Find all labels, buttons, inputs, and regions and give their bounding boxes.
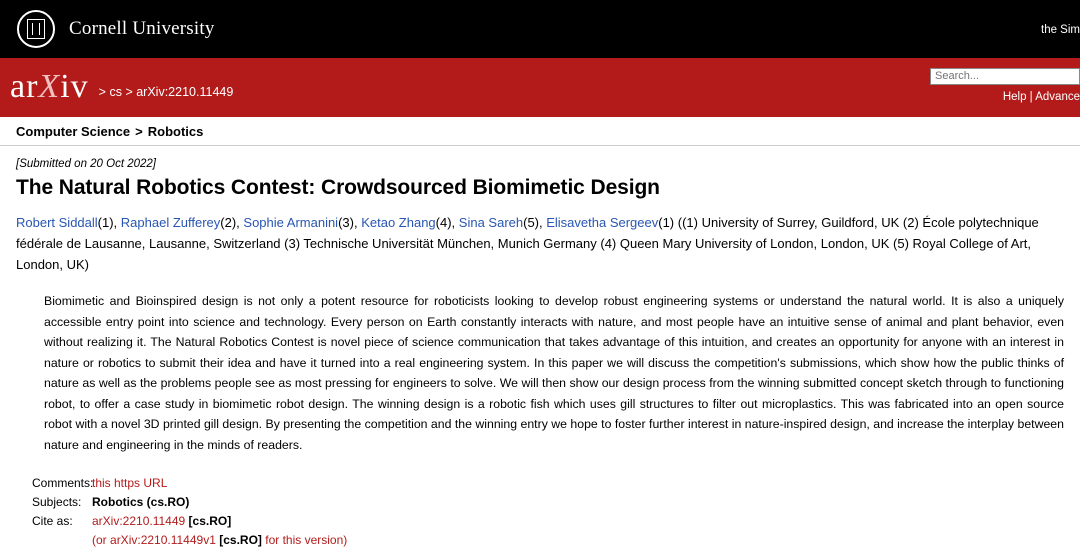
arxiv-logo-x: X [38,67,61,105]
author-marker: (1) [658,215,675,230]
search-help-links [930,91,1080,103]
author-link[interactable]: Raphael Zufferey [120,215,221,230]
cornell-seal-icon[interactable] [17,10,55,48]
metadata-row-cite [32,513,1064,530]
author-link[interactable]: Robert Siddall [16,215,98,230]
subject-separator: > [135,123,143,139]
cite-value [92,513,231,530]
metadata-row-cite-version [32,532,1064,549]
breadcrumb-link-cs[interactable]: cs [109,84,122,99]
author-link[interactable]: Elisavetha Sergeev [546,215,659,230]
search-input[interactable] [930,68,1080,85]
author-marker: (5), [523,215,543,230]
arxiv-header [0,58,1080,117]
breadcrumb-separator-1: > [98,84,106,99]
author-link[interactable]: Sina Sareh [458,215,524,230]
author-affiliations: ((1) University of Surrey, Guildford, UK (2) École polytechnique fédérale de Lausanne, Lausanne, Switzerland (3) Technische Universität München, Munich Germany (4) Queen Mary University of London, London, UK (5) Royal College of Art, London, UK) [16,215,1039,272]
submission-date: [Submitted on 20 Oct 2022] [16,158,157,170]
links-separator: | [1029,90,1033,103]
comments-value [92,475,167,492]
cornell-header [0,0,1080,58]
search-area [930,66,1080,103]
subject-secondary-link[interactable]: Robotics [147,123,204,139]
breadcrumb [99,77,234,99]
page-title: The Natural Robotics Contest: Crowdsourced Biomimetic Design [16,176,660,199]
cite-version-class: [cs.RO] [219,533,262,547]
advanced-search-link[interactable]: Advance [1035,90,1080,103]
abstract-text: Biomimetic and Bioinspired design is not only a potent resource for roboticists looking to develop robust engineering systems or understand the natural world. It is also a uniquely accessible entry point into science and technology. Every person on Earth constantly interacts with nature, and most people have an intuitive sense of animal and plant behavior, even without realizing it. The Natural Robotics Contest is novel piece of science communication that takes advantage of this intuition, and creates an opportunity for anyone with an interest in nature or robotics to submit their idea and have it turned into a real engineering system. In this paper we will discuss the competition's submissions, which show how the public thinks of nature as well as the problems people see as most pressing for engineers to solve. We will then show our design process from the winning submitted concept sketch through to functioning robot, to offer a case study in biomimetic robot design. The winning design is a robotic fish which uses gill structures to filter out microplastics. This was fabricated into an open source robot with a novel 3D printed gill design. By presenting the competition and the winning entry we hope to foster further interest in nature-inspired design, and increase the interplay between nature and engineering in the minds of readers. [44,294,1064,452]
subject-breadcrumb-bar [0,117,1080,146]
cornell-header-right-text: the Sim [1041,24,1080,36]
paper-content [0,146,1080,549]
subjects-text: Robotics (cs.RO) [92,495,190,509]
arxiv-logo-suffix: iv [60,67,89,105]
metadata-row-comments [32,475,1064,492]
breadcrumb-arxiv-id: arXiv:2210.11449 [136,84,234,99]
cite-version-suffix: for this version) [265,533,348,547]
metadata-row-subjects [32,494,1064,511]
paper-metadata [32,475,1064,549]
author-marker: (1), [97,215,118,230]
subjects-value [92,494,189,511]
cite-version-link[interactable]: arXiv:2210.11449v1 [110,533,216,547]
comments-label: Comments: [32,476,94,490]
cite-version-value [92,532,347,549]
author-marker: (2), [220,215,240,230]
cite-version-prefix: (or [92,533,107,547]
arxiv-logo-prefix: ar [10,67,39,105]
cite-arxiv-link[interactable]: arXiv:2210.11449 [92,514,186,528]
author-link[interactable]: Sophie Armanini [243,215,339,230]
help-link[interactable]: Help [1002,90,1027,103]
author-list [16,212,1064,275]
cite-label: Cite as: [32,514,73,528]
author-marker: (3), [338,215,358,230]
subjects-label: Subjects: [32,495,82,509]
cornell-university-label[interactable]: Cornell University [69,18,215,39]
cite-version-spacer [32,532,92,549]
author-link[interactable]: Ketao Zhang [361,215,436,230]
breadcrumb-separator-2: > [125,84,133,99]
arxiv-logo[interactable] [10,67,89,105]
subject-primary-link[interactable]: Computer Science [16,123,131,139]
cite-class: [cs.RO] [188,514,232,528]
comments-link[interactable]: this https URL [92,476,168,490]
author-marker: (4), [435,215,456,230]
